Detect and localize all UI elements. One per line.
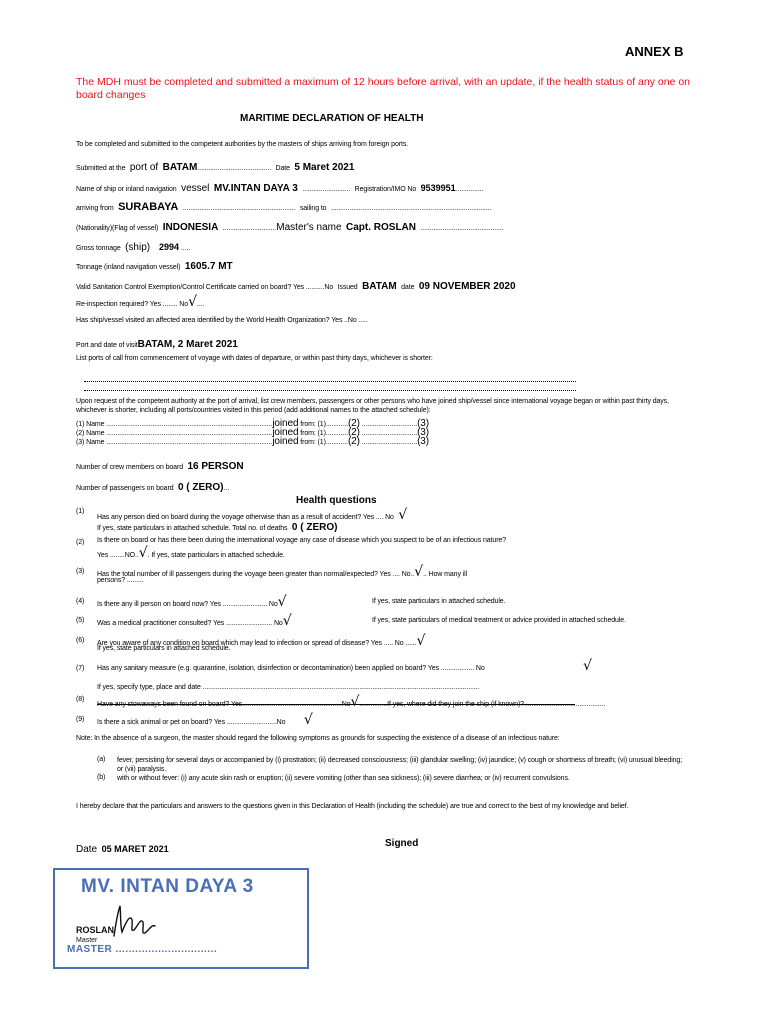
last-port-label: Port and date of visit	[76, 342, 138, 349]
arriving-value: SURABAYA	[118, 201, 179, 213]
q5-check: √	[282, 613, 292, 629]
crew-request-text: Upon request of the competent authority at the port of arrival, list crew members, passengers or other persons who have joined ship/vessel since international voyage began or within past thirty days, whichever is shorter, including all ports/countries visited in this period (add additional names to the attached schedule):	[76, 398, 669, 414]
joined-three: (3)	[417, 427, 429, 438]
arriving-row: arriving from SURABAYA ............................................................. sailing to .......................................................................................	[76, 201, 492, 213]
crew-value: 16 PERSON	[187, 461, 244, 472]
issued-date-label: date	[401, 284, 415, 291]
q8-right: If yes, where did they join the ship (if known)?	[387, 701, 524, 708]
q4-row	[97, 593, 287, 611]
master-name-value: Capt. ROSLAN	[346, 222, 416, 233]
reinspection-label: Re-inspection required? Yes ........ No	[76, 301, 189, 308]
footer-date-label: Date	[76, 844, 98, 855]
q7-num: (7)	[76, 665, 85, 672]
q9-num: (9)	[76, 716, 85, 723]
footer-date-row	[76, 839, 169, 857]
joined-word: joined	[272, 427, 299, 438]
crew-row	[76, 456, 244, 474]
q4-right: If yes, state particulars in attached schedule.	[372, 598, 506, 605]
q2-check: √	[138, 545, 148, 561]
joined-word: joined	[272, 436, 299, 447]
gross-ship-word: (ship)	[125, 242, 151, 253]
q9-text: Is there a sick animal or pet on board? Yes ...........................No	[97, 719, 286, 726]
joined-from: from: (1)	[300, 439, 326, 446]
intro-text: To be completed and submitted to the competent authorities by the masters of ships arriving from foreign ports.	[76, 141, 409, 148]
note-b-label: (b)	[97, 774, 106, 781]
tonnage-row	[76, 256, 233, 274]
q3-check: √	[414, 564, 424, 580]
passengers-label: Number of passengers on board	[76, 485, 174, 492]
q6-sub: If yes, state particulars in attached schedule.	[97, 645, 231, 652]
q3-sub: persons? .........	[97, 577, 144, 584]
ports-list-label: List ports of call from commencement of voyage with dates of departure, or within past thirty days, whichever is shorter:	[76, 355, 433, 362]
q4-text: Is there any ill person on board now? Yes ........................ No	[97, 601, 278, 608]
crew-label: Number of crew members on board	[76, 464, 183, 471]
q5-text: Was a medical practitioner consulted? Yes ......................... No	[97, 620, 283, 627]
q5-num: (5)	[76, 617, 85, 624]
joined-row-num: (1)	[76, 421, 85, 428]
q3-num: (3)	[76, 568, 85, 575]
vessel-row: Name of ship or inland navigation vessel MV.INTAN DAYA 3 .......................... Registration/IMO No 9539951...............	[76, 183, 484, 194]
joined-two: (2)	[347, 418, 360, 429]
stamp-title: MV. INTAN DAYA 3	[81, 876, 254, 897]
note-text: Note: In the absence of a surgeon, the master should regard the following symptoms as grounds for suspecting the existence of a disease of an infectious nature:	[76, 735, 560, 742]
declaration-text: I hereby declare that the particulars and answers to the questions given in this Declaration of Health (including the schedule) are true and correct to the best of my knowledge and belief.	[76, 803, 629, 810]
vessel-name: MV.INTAN DAYA 3	[213, 183, 298, 194]
date-value: 5 Maret 2021	[294, 162, 355, 173]
joined-two: (2)	[347, 436, 360, 447]
registration-value: 9539951	[420, 183, 456, 193]
q6-num: (6)	[76, 637, 85, 644]
note-a-label: (a)	[97, 756, 106, 763]
passengers-row: Number of passengers on board 0 ( ZERO)...	[76, 482, 230, 493]
q1-sub-row	[97, 517, 337, 535]
passengers-value: 0 ( ZERO)	[177, 482, 224, 493]
q1-num: (1)	[76, 508, 85, 515]
nationality-row: (Nationality)(Flag of vessel) INDONESIA .............................Master's name Capt. ROSLAN .............................................	[76, 222, 504, 233]
sanitation-row	[76, 276, 516, 294]
q2-sub-a: Yes ........NO..	[97, 552, 139, 559]
q7-text: Has any sanitary measure (e.g. quarantine, isolation, disinfection or decontamination) been applied on board? Yes .................. No	[97, 665, 485, 672]
vessel-word: vessel	[181, 183, 210, 194]
nationality-label: (Nationality)(Flag of vessel)	[76, 225, 159, 232]
reinspection-check: √	[188, 294, 197, 310]
signed-label: Signed	[385, 838, 419, 849]
q8-no: No	[341, 701, 351, 708]
q2-num: (2)	[76, 539, 85, 546]
q8-text: Have any stowaways been found on board? Yes	[97, 701, 243, 708]
joined-from: from: (1)	[300, 421, 326, 428]
q9-check: √	[303, 712, 313, 728]
joined-row-label: Name	[86, 439, 105, 446]
gross-value: 2994	[158, 242, 180, 252]
sailing-label: sailing to	[299, 205, 327, 212]
reinspection-row: Re-inspection required? Yes ........ No√....	[76, 294, 205, 310]
q3-tail: .. How many ill	[423, 571, 468, 578]
joined-row-label: Name	[86, 430, 105, 437]
submitted-row: Submitted at the port of BATAM........................................ Date 5 Maret 2021	[76, 162, 355, 173]
sanitation-label: Valid Sanitation Control Exemption/Control Certificate carried on board? Yes ..........No	[76, 284, 334, 291]
q1-text: Has any person died on board during the voyage otherwise than as a result of accident? Yes .... No	[97, 514, 394, 521]
joined-from: from: (1)	[300, 430, 326, 437]
page-title: MARITIME DECLARATION OF HEALTH	[240, 113, 424, 124]
q2-text: Is there on board or has there been during the international voyage any case of disease which you suspect to be of an infectious nature?	[97, 537, 507, 544]
q4-num: (4)	[76, 598, 85, 605]
port-value: BATAM	[162, 162, 198, 173]
last-port-row	[76, 334, 238, 352]
q1-sub: If yes, state particulars in attached schedule. Total no. of deaths	[97, 525, 288, 532]
q6-check: √	[416, 633, 426, 649]
ship-stamp	[53, 868, 309, 969]
q2-sub-b: . If yes, state particulars in attached schedule.	[147, 552, 285, 559]
issued-at-value: BATAM	[362, 281, 397, 292]
stamp-master-small: Master	[76, 937, 98, 944]
joined-row-num: (3)	[76, 439, 85, 446]
joined-word: joined	[272, 418, 299, 429]
q5-row	[97, 612, 292, 630]
joined-two: (2)	[347, 427, 360, 438]
q2-sub-row	[97, 544, 285, 562]
q9-row	[97, 711, 313, 729]
stamp-name: ROSLAN	[76, 925, 114, 935]
port-of-label: port of	[129, 162, 159, 173]
q8-num: (8)	[76, 696, 85, 703]
vessel-label: Name of ship or inland navigation	[76, 186, 177, 193]
note-a: fever, persisting for several days or accompanied by (i) prostration; (ii) decreased consciousness; (iii) glandular swelling; (iv) jaundice; (v) cough or shortness of breath; (vi) unusual bleeding; or (vii) paralysis.	[117, 757, 683, 773]
submitted-label: Submitted at the	[76, 165, 126, 172]
ports-line-1	[84, 381, 576, 382]
ports-line-2	[84, 390, 576, 391]
q7-sub: If yes, specify type, place and date	[97, 684, 201, 691]
joined-three: (3)	[417, 436, 429, 447]
who-area-question: Has ship/vessel visited an affected area identified by the World Health Organization? Yes ..No .....	[76, 317, 368, 324]
joined-three: (3)	[417, 418, 429, 429]
note-b: with or without fever: (i) any acute skin rash or eruption; (ii) severe vomiting (other than sea sickness); (iii) severe diarrhea; or (iv) recurrent convulsions.	[117, 775, 570, 782]
joined-row-num: (2)	[76, 430, 85, 437]
q6-text: Are you aware of any condition on board which may lead to infection or spread of disease? Yes ..... No ......	[97, 640, 417, 647]
date-label: Date	[275, 165, 290, 172]
q5-right: If yes, state particulars of medical treatment or advice provided in attached schedule.	[372, 617, 626, 624]
submission-notice: The MDH must be completed and submitted a maximum of 12 hours before arrival, with an update, if the health status of any one on board changes	[76, 76, 690, 101]
q1-deaths: 0 ( ZERO)	[291, 522, 338, 533]
q3-row	[97, 563, 467, 581]
nationality-value: INDONESIA	[162, 222, 219, 233]
q1-check: √	[398, 507, 408, 523]
footer-date-value: 05 MARET 2021	[101, 844, 169, 854]
master-name-label: Master's name	[276, 222, 342, 233]
joined-row-1: (1) Name ..........................................................................................joined from: (1)............(2) ..............................(3)	[76, 418, 429, 429]
q8-underline	[97, 704, 575, 705]
gross-tonnage-row: Gross tonnage (ship) 2994 .....	[76, 242, 191, 253]
gross-label: Gross tonnage	[76, 245, 121, 252]
registration-label: Registration/IMO No	[354, 186, 417, 193]
tonnage-label: Tonnage (inland navigation vessel)	[76, 264, 181, 271]
q3-text: Has the total number of ill passengers during the voyage been greater than normal/expected? Yes .... No..	[97, 571, 415, 578]
last-port-value: BATAM, 2 Maret 2021	[137, 339, 238, 350]
issued-date-value: 09 NOVEMBER 2020	[418, 281, 516, 292]
q4-check: √	[277, 594, 287, 610]
q8-check: √	[350, 694, 360, 710]
arriving-label: arriving from	[76, 205, 114, 212]
stamp-master-line: MASTER ...............................	[67, 944, 218, 955]
joined-row-label: Name	[86, 421, 105, 428]
joined-row-2: (2) Name ..........................................................................................joined from: (1)............(2) ..............................(3)	[76, 427, 429, 438]
health-questions-title: Health questions	[296, 495, 377, 506]
q7-sub-row: If yes, specify type, place and date ......................................................................................................................................................	[97, 684, 480, 691]
tonnage-value: 1605.7 MT	[184, 261, 233, 272]
annex-label: ANNEX B	[625, 44, 684, 59]
q7-check: √	[583, 658, 592, 674]
signature	[108, 900, 160, 942]
q8-row: Have any stowaways been found on board? Yes......................................................No√...............If yes, where did they join the ship (if known)?............................................	[97, 694, 606, 710]
joined-row-3: (3) Name ..........................................................................................joined from: (1)............(2) ..............................(3)	[76, 436, 429, 447]
issued-label: Issued	[337, 284, 358, 291]
